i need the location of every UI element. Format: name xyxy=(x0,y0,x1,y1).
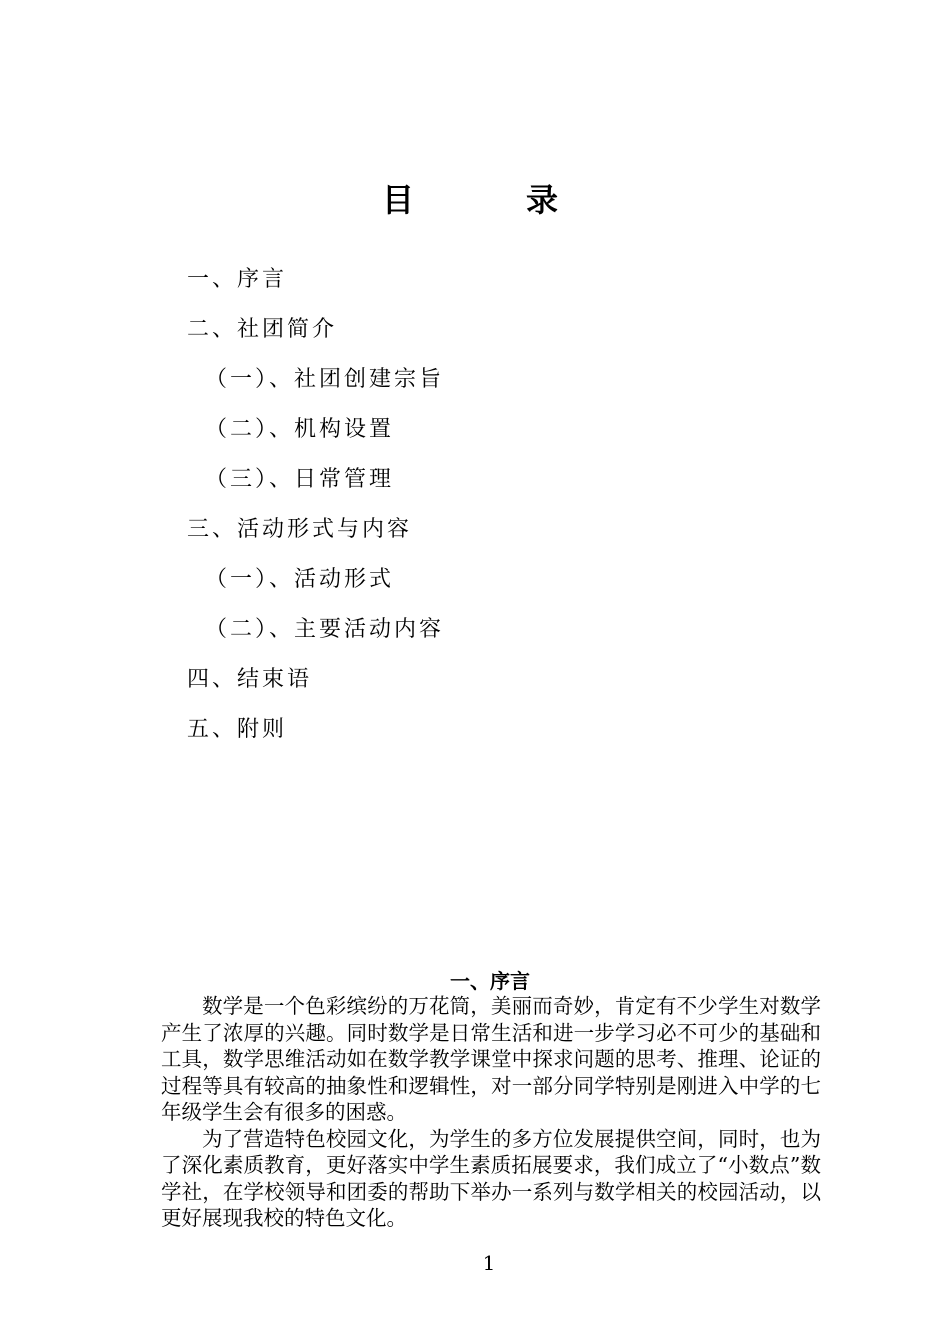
toc-item-club-intro: 二、社团简介 xyxy=(187,317,338,342)
toc-subitem-founding-purpose: （一）、社团创建宗旨 xyxy=(205,367,445,392)
toc-subitem-daily-management: （三）、日常管理 xyxy=(205,467,395,492)
toc-item-activities: 三、活动形式与内容 xyxy=(187,517,413,542)
toc-item-appendix: 五、附则 xyxy=(187,717,288,742)
toc-list xyxy=(187,255,444,755)
toc-subitem-activity-forms: （一）、活动形式 xyxy=(205,567,395,592)
toc-item-conclusion: 四、结束语 xyxy=(187,667,313,692)
toc-title: 目 录 xyxy=(381,181,598,219)
preface-body xyxy=(161,993,821,1232)
page-number: 1 xyxy=(482,1251,496,1275)
preface-paragraph: 为了营造特色校园文化，为学生的多方位发展提供空间，同时，也为了深化素质教育，更好落实中学生素质拓展要求，我们成立了“小数点”数学社，在学校领导和团委的帮助下举办一系列与数学相关的校园活动，以更好展现我校的特色文化。 xyxy=(161,1126,821,1230)
preface-heading: 一、序言 xyxy=(450,969,530,993)
preface-paragraph: 数学是一个色彩缤纷的万花筒，美丽而奇妙，肯定有不少学生对数学产生了浓厚的兴趣。同时数学是日常生活和进一步学习必不可少的基础和工具，数学思维活动如在数学教学课堂中探求问题的思考、推理、论证的过程等具有较高的抽象性和逻辑性，对一部分同学特别是刚进入中学的七年级学生会有很多的困惑。 xyxy=(161,994,821,1124)
toc-item-preface: 一、序言 xyxy=(187,267,288,292)
toc-subitem-main-activities: （二）、主要活动内容 xyxy=(205,617,445,642)
toc-subitem-organization: （二）、机构设置 xyxy=(205,417,395,442)
